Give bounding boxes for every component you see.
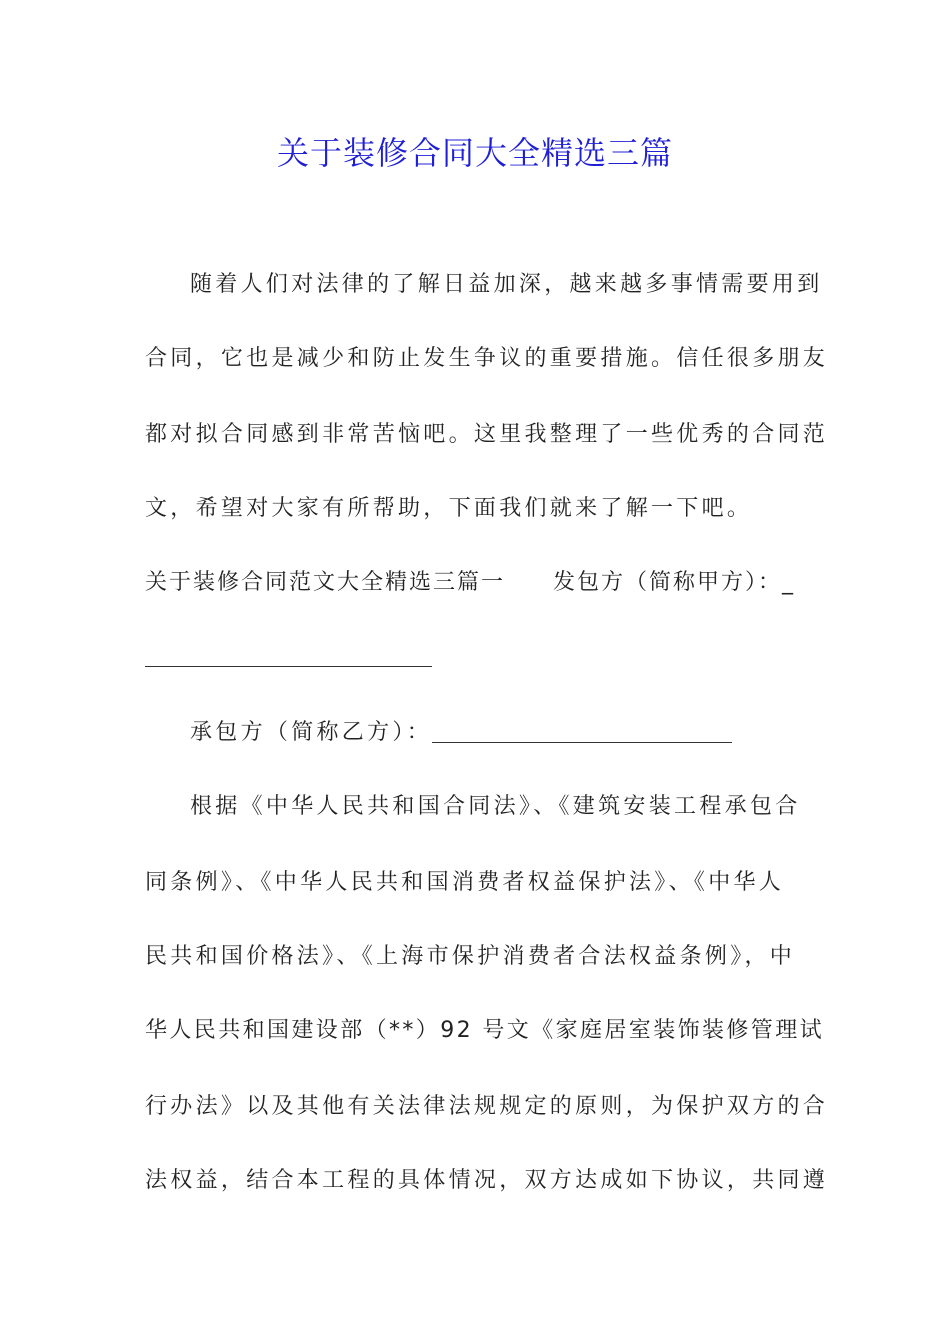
- body-line: 华人民共和国建设部（**）92 号文《家庭居室装饰装修管理试: [145, 1018, 824, 1043]
- body-line: 根据《中华人民共和国合同法》、《建筑安装工程承包合: [190, 794, 801, 819]
- section-heading-line: [145, 566, 810, 600]
- intro-line: 都对拟合同感到非常苦恼吧。这里我整理了一些优秀的合同范: [145, 422, 829, 447]
- party-b-label: 承包方（简称乙方）：: [190, 720, 433, 745]
- intro-line: 合同，它也是减少和防止发生争议的重要措施。信任很多朋友: [145, 346, 829, 371]
- document-title: 关于装修合同大全精选三篇: [276, 134, 673, 172]
- party-b-blank: [432, 716, 732, 743]
- body-line: 行办法》以及其他有关法律法规规定的原则，为保护双方的合: [145, 1094, 829, 1119]
- body-line: 法权益，结合本工程的具体情况，双方达成如下协议，共同遵: [145, 1168, 829, 1193]
- body-line: 民共和国价格法》、《上海市保护消费者合法权益条例》，中: [145, 944, 796, 969]
- intro-line: 文，希望对大家有所帮助，下面我们就来了解一下吧。: [145, 496, 753, 521]
- intro-line: 随着人们对法律的了解日益加深，越来越多事情需要用到: [190, 272, 823, 297]
- party-a-label: 发包方（简称甲方）：_: [553, 570, 796, 595]
- party-b-line: [190, 716, 810, 750]
- body-line: 同条例》、《中华人民共和国消费者权益保护法》、《中华人: [145, 870, 785, 895]
- party-a-blank-line: [145, 666, 432, 667]
- section-heading: 关于装修合同范文大全精选三篇一: [145, 570, 506, 595]
